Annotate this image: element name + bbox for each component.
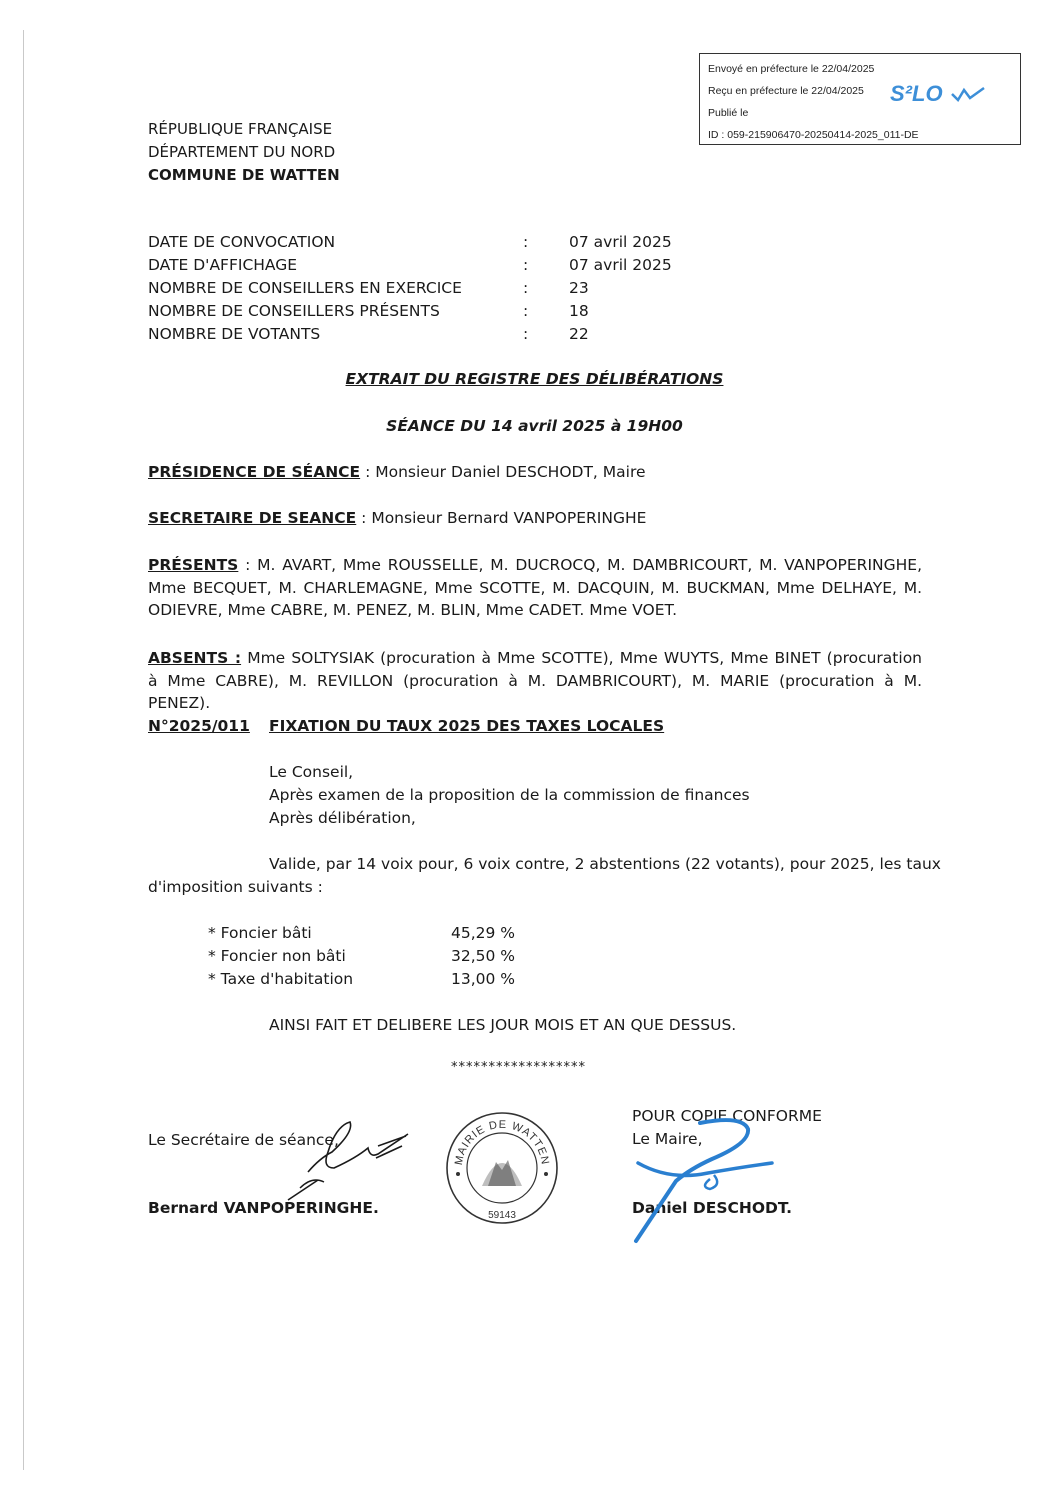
info-value: 07 avril 2025 xyxy=(569,256,672,274)
stamp-published: Publié le xyxy=(708,107,749,119)
stamp-sent: Envoyé en préfecture le 22/04/2025 xyxy=(708,63,875,75)
session-title: SÉANCE DU 14 avril 2025 à 19H00 xyxy=(386,417,683,435)
deliberation-number: N°2025/011 xyxy=(148,717,250,735)
absents-paragraph xyxy=(148,647,922,715)
tax-label: * Taxe d'habitation xyxy=(208,970,354,988)
seal-postcode: 59143 xyxy=(488,1210,516,1221)
absents-text: Mme SOLTYSIAK (procuration à Mme SCOTTE), Mme WUYTS, Mme BINET (procuration à Mme CABRE), M. REVILLON (procuration à M. DAMBRICOURT), M. MARIE (procuration à M. PENEZ). xyxy=(148,649,922,712)
presidence-label: PRÉSIDENCE DE SÉANCE xyxy=(148,463,361,481)
vote-line: Valide, par 14 voix pour, 6 voix contre, 2 abstentions (22 votants), pour 2025, les taux xyxy=(269,855,941,873)
info-label: NOMBRE DE VOTANTS xyxy=(148,325,321,343)
presidence-line xyxy=(148,463,646,481)
intro-line: Après examen de la proposition de la commission de finances xyxy=(269,786,750,804)
info-value: 22 xyxy=(569,325,589,343)
vote-line-continued: d'imposition suivants : xyxy=(148,878,323,896)
town-hall-seal-icon xyxy=(444,1110,560,1226)
tax-label: * Foncier non bâti xyxy=(208,947,346,965)
info-sep: : xyxy=(523,233,529,251)
intro-line: Après délibération, xyxy=(269,809,416,827)
header-commune: COMMUNE DE WATTEN xyxy=(148,166,340,184)
copy-title: POUR COPIE CONFORME xyxy=(632,1107,822,1125)
info-sep: : xyxy=(523,256,529,274)
info-sep: : xyxy=(523,325,529,343)
info-label: DATE DE CONVOCATION xyxy=(148,233,336,251)
seal-text: MAIRIE DE WATTEN xyxy=(452,1118,552,1167)
presents-text: : M. AVART, Mme ROUSSELLE, M. DUCROCQ, M. DAMBRICOURT, M. VANPOPERINGHE, Mme BECQUET, M. CHARLEMAGNE, Mme SCOTTE, M. DACQUIN, M. BUCKMAN, Mme DELHAYE, M. ODIEVRE, Mme CABRE, M. PENEZ, M. BLIN, Mme CADET. Mme VOET. xyxy=(148,556,922,619)
stamp-id: ID : 059-215906470-20250414-2025_011-DE xyxy=(708,129,919,141)
info-label: NOMBRE DE CONSEILLERS EN EXERCICE xyxy=(148,279,462,297)
presents-paragraph xyxy=(148,554,922,622)
secretary-title: Le Secrétaire de séance, xyxy=(148,1131,339,1149)
info-sep: : xyxy=(523,279,529,297)
presents-label: PRÉSENTS xyxy=(148,556,239,574)
tax-value: 32,50 % xyxy=(451,947,516,965)
info-sep: : xyxy=(523,302,529,320)
absents-label: ABSENTS : xyxy=(148,649,242,667)
extract-title: EXTRAIT DU REGISTRE DES DÉLIBÉRATIONS xyxy=(345,370,724,388)
tax-value: 45,29 % xyxy=(451,924,516,942)
secretaire-label: SECRETAIRE DE SEANCE xyxy=(148,509,357,527)
info-label: DATE D'AFFICHAGE xyxy=(148,256,298,274)
secretary-signature-icon xyxy=(278,1112,418,1204)
deliberation-title: FIXATION DU TAUX 2025 DES TAXES LOCALES xyxy=(269,717,665,735)
info-label: NOMBRE DE CONSEILLERS PRÉSENTS xyxy=(148,302,440,320)
info-value: 18 xyxy=(569,302,589,320)
info-value: 23 xyxy=(569,279,589,297)
scan-edge-line xyxy=(23,30,24,1470)
tax-label: * Foncier bâti xyxy=(208,924,312,942)
presidence-text: : Monsieur Daniel DESCHODT, Maire xyxy=(360,463,646,481)
mayor-signature-icon xyxy=(630,1115,780,1247)
mayor-title: Le Maire, xyxy=(632,1130,703,1148)
header-department: DÉPARTEMENT DU NORD xyxy=(148,143,336,161)
stamp-received: Reçu en préfecture le 22/04/2025 xyxy=(708,85,864,97)
secretaire-text: : Monsieur Bernard VANPOPERINGHE xyxy=(356,509,647,527)
info-value: 07 avril 2025 xyxy=(569,233,672,251)
header-republic: RÉPUBLIQUE FRANÇAISE xyxy=(148,120,333,138)
prefecture-stamp xyxy=(699,53,1021,145)
svg-text:S²LO: S²LO xyxy=(890,81,943,106)
mayor-name: Daniel DESCHODT. xyxy=(632,1199,793,1217)
secretaire-line xyxy=(148,509,646,527)
slo-logo-icon xyxy=(888,76,988,110)
separator-stars: ****************** xyxy=(451,1060,586,1075)
tax-value: 13,00 % xyxy=(451,970,516,988)
closing-statement: AINSI FAIT ET DELIBERE LES JOUR MOIS ET AN QUE DESSUS. xyxy=(269,1016,737,1034)
intro-line: Le Conseil, xyxy=(269,763,354,781)
secretary-name: Bernard VANPOPERINGHE. xyxy=(148,1199,379,1217)
